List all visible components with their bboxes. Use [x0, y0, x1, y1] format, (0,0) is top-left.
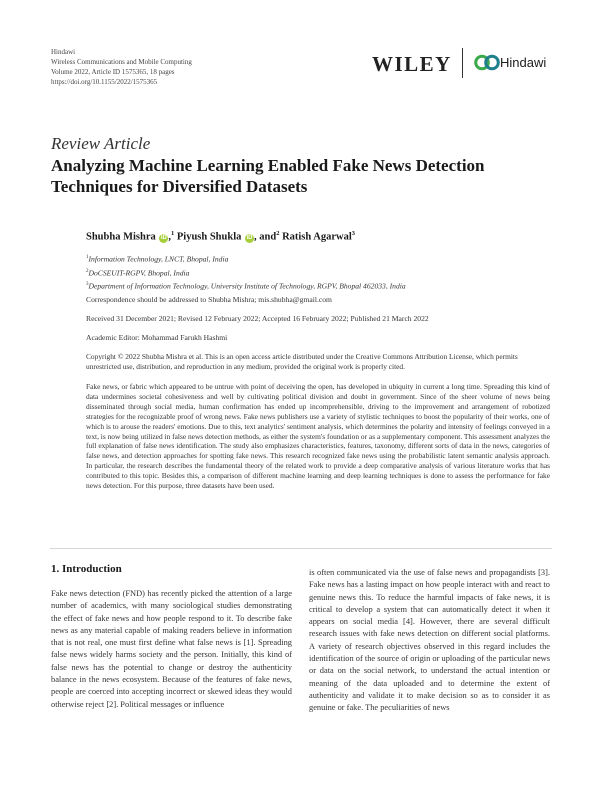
volume-info: Volume 2022, Article ID 1575365, 18 pages — [51, 68, 175, 76]
affiliation-number: 1 — [86, 255, 89, 260]
affiliation-item — [86, 279, 406, 293]
affiliation-item — [86, 252, 406, 266]
affiliation-text: DoCSEUIT-RGPV, Bhopal, India — [88, 268, 190, 278]
copyright-notice: Copyright © 2022 Shubha Mishra et al. This is an open access article distributed under the Creative Commons Attribution License, which permits unrestricted use, distribution, and reproduction in any medium, provided the original work is properly cited. — [86, 352, 518, 371]
author-separator: , and — [254, 231, 277, 243]
affiliation-text: Department of Information Technology, University Institute of Technology, RGPV, Bhopal 462033, India — [88, 281, 406, 291]
orcid-icon[interactable]: iD — [160, 234, 167, 241]
body-column-left: Fake news detection (FND) has recently picked the attention of a large number of academics, with many sociological studies demonstrating the effect of fake news and how people respond to it. To describe fake news as any material capable of making readers believe in information that is not real, one must first define what false news is [1]. Spreading false news widely harms society and the person. Initially, this kind of false news has the potential to change or destroy the authenticity balance in the news ecosystem. Because of the features of fake news, people are coerced into accepting incorrect or skewed ideas they would otherwise reject [2]. Political messages or influence — [51, 589, 292, 709]
journal-name: Wireless Communications and Mobile Computing — [51, 58, 192, 66]
affiliation-item — [86, 266, 406, 280]
author-affiliation-mark: 1 — [171, 230, 175, 237]
dates-line: Received 31 December 2021; Revised 12 February 2022; Accepted 16 February 2022; Published 21 March 2022 — [86, 314, 429, 323]
abstract-text: Fake news, or fabric which appeared to be untrue with point of deceiving the open, has developed in ubiquity in current a long time. Spreading this kind of data undermines societal cohesiveness and well by cultivating political division and doubt in government. Since of the sheer volume of news being disseminated through social media, human confirmation has ended up incomprehensible, driving to the improvement and arrangement of robotized strategies for the recognizable proof of wrong news. Fake news publishers use a variety of stylistic techniques to boost the popularity of their works, one of which is to arouse the readers' emotions. Due to this, text analytics' sentiment analysis, which determines the polarity and intensity of feelings conveyed in a text, is now being utilized in false news detection methods, as either the system's foundation or as a supplementary component. This assessment analyzes the full explanation of false news identification. The study also emphasizes characteristics, features, taxonomy, different sorts of data in the news, categories of false news, and detection approaches for spotting fake news. This research recognized fake news using the probabilistic latent semantic analysis approach. In particular, the research describes the fundamental theory of the related work to provide a deep comparative analysis of various literature works that has contributed to this topic. Besides this, a comparison of different machine learning and deep learning techniques is done to assess the performance for fake news detection. For this purpose, three datasets have been used. — [86, 382, 550, 491]
journal-metadata — [51, 47, 192, 87]
affiliation-text: Information Technology, LNCT, Bhopal, India — [88, 254, 229, 264]
affiliation-number: 3 — [86, 282, 89, 288]
hindawi-logo-icon — [473, 54, 501, 71]
publisher-logos — [372, 48, 552, 78]
author-name[interactable]: Shubha Mishra — [86, 231, 156, 243]
hindawi-logo-text: Hindawi — [500, 55, 547, 70]
section-divider — [50, 548, 552, 549]
section-heading: 1. Introduction — [51, 563, 122, 575]
affiliation-list — [86, 252, 406, 293]
author-separator: , — [168, 231, 171, 243]
article-title: Analyzing Machine Learning Enabled Fake News Detection Techniques for Diversified Datasets — [51, 156, 485, 196]
body-column-right: is often communicated via the use of false news and propagandists [3]. Fake news has a lasting impact on how people interact with and react to genuine news this. To reduce the harmful impacts of fake news, it is critical to develop a system that can automatically detect it when it appears on social media [4]. However, there are several difficult research issues with fake news detection on different social platforms. A variety of research objectives observed in this regard includes the identification of the source of origin or uploading of the particular news or data on the social network, to understand the actual intention or meaning of the data uploaded and to determine the extent of authenticity and validate it to make decision so as to consider it as genuine or fake. The peculiarities of news — [309, 568, 550, 713]
wiley-logo: WILEY — [372, 52, 452, 76]
doi-link[interactable]: https://doi.org/10.1155/2022/1575365 — [51, 78, 158, 86]
author-affiliation-mark: 2 — [276, 230, 280, 237]
author-list — [86, 230, 355, 243]
publisher-name: Hindawi — [51, 48, 76, 56]
article-type: Review Article — [51, 134, 151, 153]
author-name[interactable]: Ratish Agarwal — [282, 231, 352, 243]
author-affiliation-mark: 3 — [351, 230, 356, 237]
orcid-icon[interactable]: iD — [246, 234, 253, 241]
correspondence-line: Correspondence should be addressed to Shubha Mishra; mis.shubha@gmail.com — [86, 295, 332, 304]
academic-editor: Academic Editor: Mohammad Farukh Hashmi — [86, 333, 228, 342]
author-name[interactable]: Piyush Shukla — [176, 231, 242, 243]
logo-divider — [462, 48, 463, 78]
affiliation-number: 2 — [86, 268, 89, 274]
